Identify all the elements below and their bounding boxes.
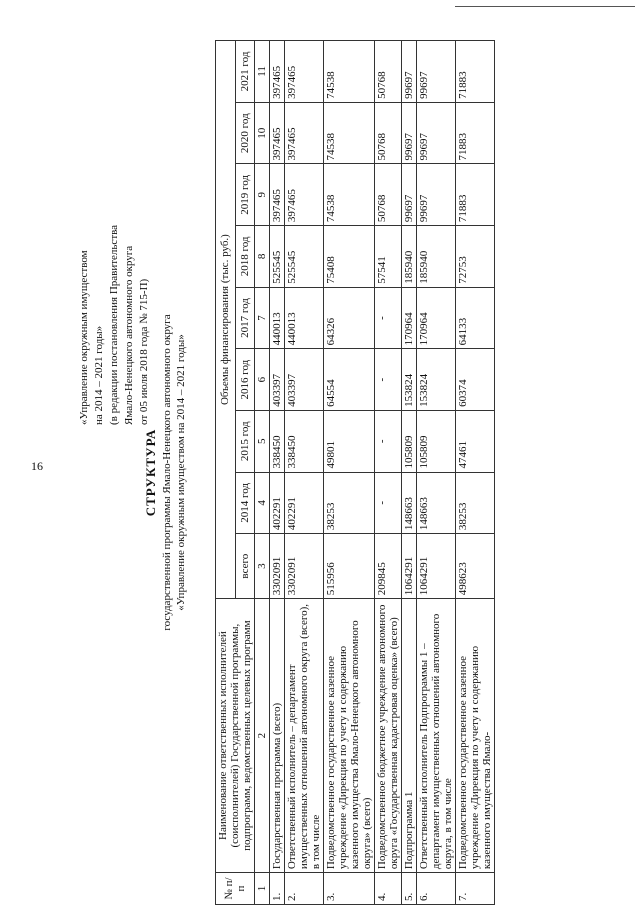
header-year: 2015 год [235,410,255,472]
context-line: «Управление окружным имуществом [78,250,90,425]
header-funding: Объемы финансирования (тыс. руб.) [216,41,236,599]
funding-value: 1064291 [402,534,417,599]
funding-value: 498623 [456,534,495,599]
funding-value: 3302091 [285,534,324,599]
funding-value: 402291 [285,472,324,534]
row-number: 3. [324,873,375,905]
funding-value: 397465 [285,41,324,103]
funding-value: 338450 [270,410,285,472]
funding-value: 402291 [270,472,285,534]
funding-value: 153824 [417,349,456,411]
funding-value: 99697 [417,102,456,164]
funding-value: 185940 [402,226,417,288]
funding-value: 525545 [285,226,324,288]
funding-value: 64326 [324,287,375,349]
structure-table [215,40,495,905]
funding-value: 170964 [402,287,417,349]
header-year: 2020 год [235,102,255,164]
funding-value: 397465 [285,102,324,164]
context-line: на 2014 – 2021 годы» [93,325,105,425]
table-row [324,41,375,905]
funding-value: 99697 [417,41,456,103]
rotated-page-content [55,40,630,905]
index-cell: 10 [255,102,270,164]
document-subtitle [160,40,188,905]
funding-value: 403397 [285,349,324,411]
funding-value: 99697 [417,164,456,226]
index-cell: 11 [255,41,270,103]
row-name: Подведомственное бюджетное учреждение автономного округа «Государственная кадастровая оценка» (всего) [375,599,402,873]
row-number: 5. [402,873,417,905]
funding-value: 185940 [417,226,456,288]
row-name: Подпрограмма 1 [402,599,417,873]
funding-value: 1064291 [417,534,456,599]
funding-value: 60374 [456,349,495,411]
index-cell: 4 [255,472,270,534]
funding-value: 57541 [375,226,402,288]
funding-value: 99697 [402,102,417,164]
header-year: 2019 год [235,164,255,226]
context-line: от 05 июля 2018 года № 715-П) [138,278,150,425]
header-year: 2017 год [235,287,255,349]
funding-value: 74538 [324,41,375,103]
row-name: Государственная программа (всего) [270,599,285,873]
row-number: 7. [456,873,495,905]
subtitle-line: государственной программы Ямало-Ненецкого автономного округа [161,314,173,631]
funding-value: 148663 [402,472,417,534]
table-row [402,41,417,905]
funding-value: 440013 [285,287,324,349]
funding-value: 50768 [375,102,402,164]
row-number: 2. [285,873,324,905]
funding-value: 38253 [324,472,375,534]
funding-value: 105809 [417,410,456,472]
header-number: № п/п [216,873,255,905]
document-title: СТРУКТУРА [143,428,158,517]
funding-value: 397465 [270,164,285,226]
index-cell: 6 [255,349,270,411]
index-cell: 7 [255,287,270,349]
funding-value: 75408 [324,226,375,288]
funding-value: 440013 [270,287,285,349]
header-year: 2018 год [235,226,255,288]
funding-value: 99697 [402,164,417,226]
table-body [270,41,495,905]
funding-value: - [375,287,402,349]
funding-value: 38253 [456,472,495,534]
row-number: 6. [417,873,456,905]
context-line: (в редакции постановления Правительства [108,224,120,425]
funding-value: 71883 [456,102,495,164]
funding-value: 99697 [402,41,417,103]
funding-value: 72753 [456,226,495,288]
index-cell: 3 [255,534,270,599]
row-number: 1. [270,873,285,905]
funding-value: 170964 [417,287,456,349]
funding-value: 525545 [270,226,285,288]
funding-value: 403397 [270,349,285,411]
funding-value: - [375,472,402,534]
funding-value: 49801 [324,410,375,472]
funding-value: 3302091 [270,534,285,599]
index-cell: 5 [255,410,270,472]
top-rule [455,6,635,7]
row-name: Подведомственное государственное казенное учреждение «Дирекция по учету и содержанию казенного имущества Ямало- [456,599,495,873]
index-row [255,41,270,905]
row-name: Подведомственное государственное казенное учреждение «Дирекция по учету и содержанию казенного имущества Ямало-Ненецкого автономного округа» (всего) [324,599,375,873]
funding-value: 153824 [402,349,417,411]
funding-value: 397465 [270,102,285,164]
header-year: 2016 год [235,349,255,411]
funding-value: 50768 [375,164,402,226]
funding-value: 397465 [270,41,285,103]
funding-value: 515956 [324,534,375,599]
row-name: Ответственный исполнитель – департамент имущественных отношений автономного округа (всего), в том числе [285,599,324,873]
index-cell: 1 [255,873,270,905]
funding-value: 71883 [456,41,495,103]
funding-value: 338450 [285,410,324,472]
header-year: 2021 год [235,41,255,103]
funding-value: 50768 [375,41,402,103]
funding-value: 74538 [324,102,375,164]
context-line: Ямало-Ненецкого автономного округа [123,245,135,425]
program-context-note [77,45,152,425]
funding-value: 209845 [375,534,402,599]
funding-value: 105809 [402,410,417,472]
funding-value: 74538 [324,164,375,226]
row-number: 4. [375,873,402,905]
header-year: всего [235,534,255,599]
table-row [285,41,324,905]
funding-value: 148663 [417,472,456,534]
funding-value: - [375,349,402,411]
funding-value: - [375,410,402,472]
funding-value: 47461 [456,410,495,472]
funding-value: 71883 [456,164,495,226]
table-row [270,41,285,905]
index-cell: 9 [255,164,270,226]
funding-value: 64133 [456,287,495,349]
table-row [417,41,456,905]
index-cell: 8 [255,226,270,288]
table-row [456,41,495,905]
row-name: Ответственный исполнитель Подпрограммы 1 – департамент имущественных отношений автономного округа, в том числе [417,599,456,873]
header-name: Наименование ответственных исполнителей (соисполнителей) Государственной программы, подпрограмм, ведомственных целевых программ [216,599,255,873]
table-row [375,41,402,905]
funding-value: 397465 [285,164,324,226]
page-number: 16 [31,459,43,473]
funding-value: 64554 [324,349,375,411]
index-cell: 2 [255,599,270,873]
header-year: 2014 год [235,472,255,534]
subtitle-line: «Управление окружным имуществом на 2014 – 2021 годы» [175,334,187,611]
